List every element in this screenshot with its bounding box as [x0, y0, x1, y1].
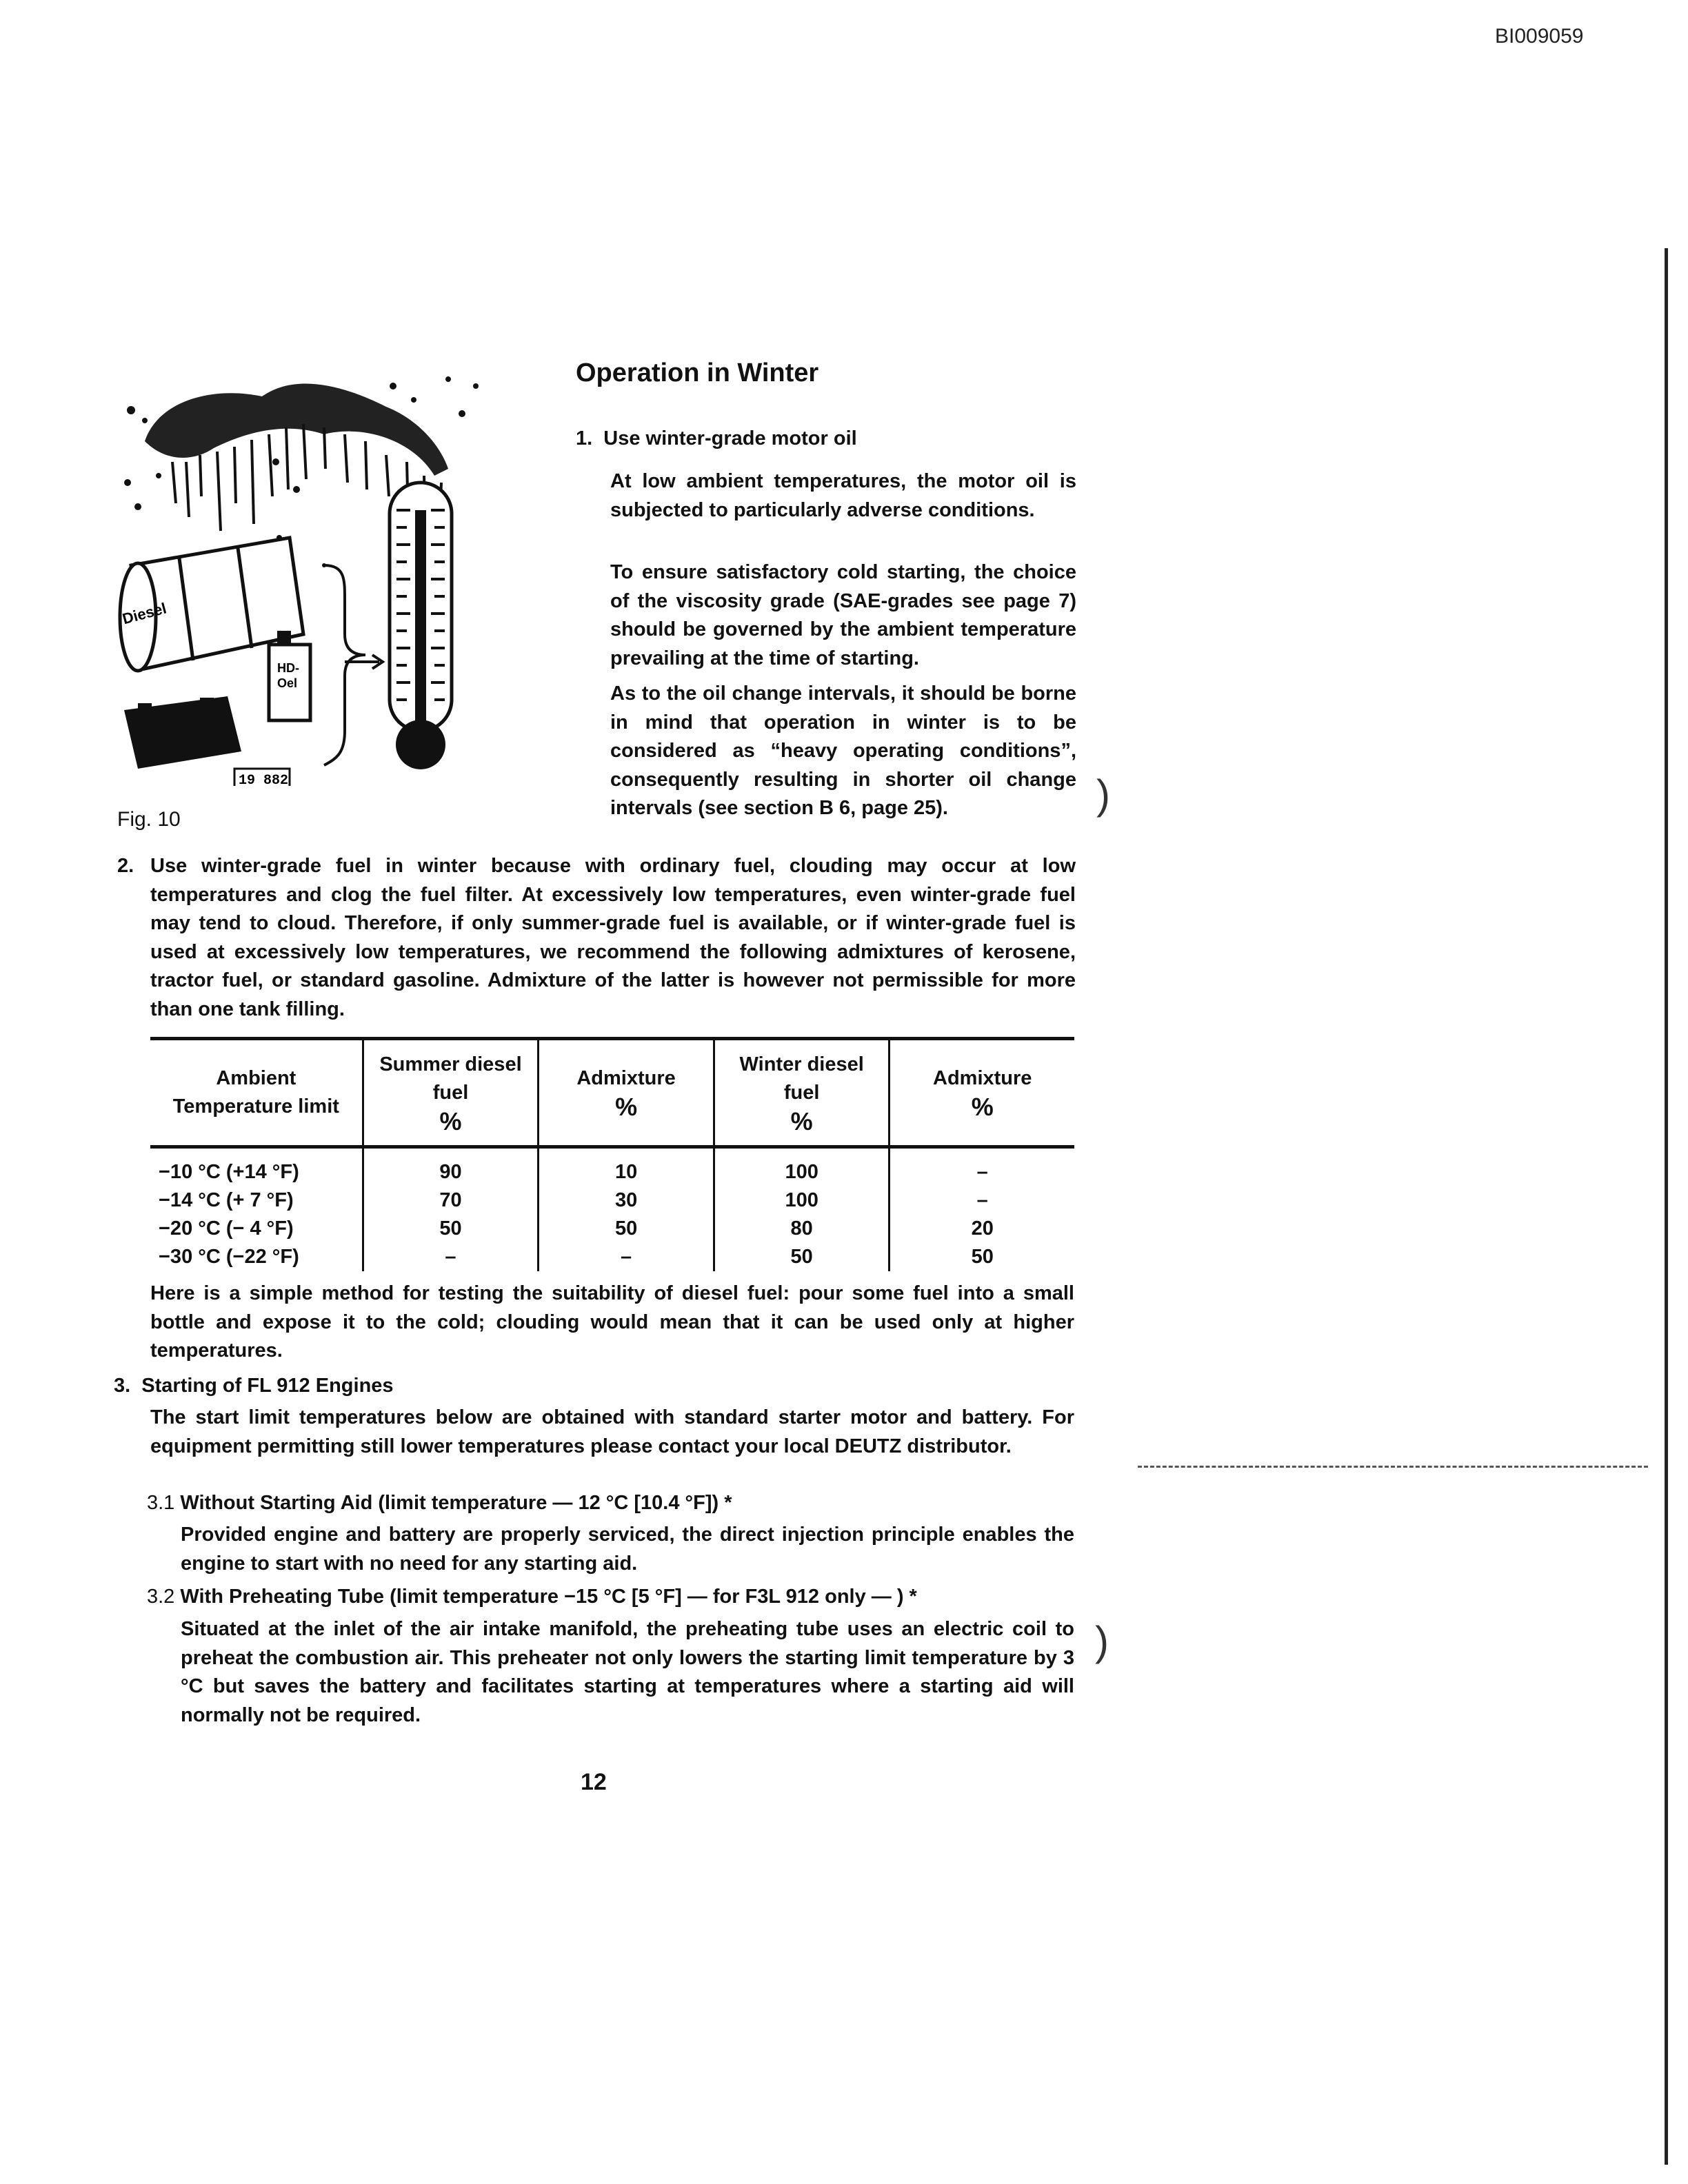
scan-artifact-paren: ): [1095, 1618, 1109, 1664]
table-cell: 20: [890, 1215, 1074, 1243]
table-row: [150, 1215, 1074, 1243]
sub32-heading: 3.2 With Preheating Tube (limit temperature −15 °C [5 °F] — for F3L 912 only — ) *: [147, 1586, 917, 1608]
section-title: Operation in Winter: [576, 358, 819, 387]
sub32-paragraph: Situated at the inlet of the air intake manifold, the preheating tube uses an electric coil to preheat the combustion air. This preheater not only lowers the starting limit temperature by 3 °C but saves the battery and facilitates starting at temperatures where a starting aid will normally not be required.: [181, 1618, 1074, 1726]
p2-emphasis: at the time of starting.: [710, 647, 919, 669]
item2-lead: Use winter-grade fuel in winter: [150, 855, 477, 877]
snow-cloud: [145, 383, 448, 476]
table-cell: 50: [539, 1215, 714, 1243]
table-cell: 100: [714, 1147, 890, 1187]
header-winter-diesel: Winter diesel fuel %: [714, 1039, 890, 1147]
table-cell: −10 °C (+14 °F): [159, 1161, 299, 1183]
table-cell: 50: [890, 1243, 1074, 1271]
arrow-icon: [345, 655, 383, 669]
page-number: 12: [581, 1769, 607, 1795]
item2-paragraph: [117, 852, 1076, 1024]
header-admixture-1: Admixture %: [539, 1039, 714, 1147]
header-admixture-2: Admixture %: [890, 1039, 1074, 1147]
table-cell: −20 °C (− 4 °F): [159, 1217, 294, 1240]
table-cell: –: [890, 1186, 1074, 1215]
barrel-label: Diesel: [120, 599, 168, 628]
table-cell: 80: [714, 1215, 890, 1243]
item2-text-block: [150, 852, 1076, 1024]
fuel-admixture-table: [150, 1037, 1074, 1271]
table-header-row: [150, 1039, 1074, 1147]
scan-artifact-line: [1138, 1466, 1648, 1468]
fuel-test-paragraph: Here is a simple method for testing the suitability of diesel fuel: pour some fuel into a small bottle and expose it to the cold; clouding would mean that it can be used only at higher temperatures.: [150, 1282, 1074, 1362]
table-row: [150, 1186, 1074, 1215]
item3-heading: 3. Starting of FL 912 Engines: [114, 1375, 394, 1397]
item1-paragraph-3: [610, 680, 1076, 823]
table-cell: –: [890, 1147, 1074, 1187]
table-cell: –: [363, 1243, 539, 1271]
document-id: BI009059: [1495, 25, 1584, 48]
table-cell: 70: [363, 1186, 539, 1215]
bracket: [324, 565, 365, 765]
item1-paragraph-1: At low ambient temperatures, the motor oil is subjected to particularly adverse conditions.: [610, 470, 1076, 521]
table-cell: 90: [363, 1147, 539, 1187]
p3-emphasis: As to the oil change intervals: [610, 682, 891, 705]
page-edge-rule: [1665, 248, 1668, 2165]
figure-caption: Fig. 10: [117, 808, 181, 831]
item2-text: because with ordinary fuel, clouding may occur at low temperatures and clog the fuel filter. At excessively low temperatures, even winter-grade fuel may tend to cloud. Therefore, if only summer-grade fuel is available, or if winter-grade fuel is used at excessively low temperatures, we recommend the following admixtures of kerosene, tractor fuel, or standard gasoline. Admixture of the latter is however not permissible for more than one tank filling.: [150, 855, 1076, 1020]
item1-paragraph-2: [610, 558, 1076, 673]
table-cell: −14 °C (+ 7 °F): [159, 1189, 294, 1211]
header-temp-limit: Ambient Temperature limit: [172, 1067, 339, 1118]
table-cell: 100: [714, 1186, 890, 1215]
p3-text: , it should be borne in mind that operation in winter is to be considered as “heavy operating conditions”, consequently resulting in shorter oil change intervals (see section B 6, page 25).: [610, 682, 1076, 819]
table-row: [150, 1243, 1074, 1271]
p2-text: To ensure satisfactory cold starting, the choice of the viscosity grade (SAE-grades see page 7) should be governed by the ambient temperature prevailing: [610, 561, 1076, 669]
table-cell: −30 °C (−22 °F): [159, 1246, 299, 1268]
sub31-heading: 3.1 Without Starting Aid (limit temperature — 12 °C [10.4 °F]) *: [147, 1492, 732, 1514]
table-cell: –: [539, 1243, 714, 1271]
figure-code: 19 882: [239, 773, 289, 786]
item1-heading: 1. Use winter-grade motor oil: [576, 427, 857, 449]
battery-icon: [124, 696, 241, 769]
table-cell: 50: [714, 1243, 890, 1271]
item2-number: 2.: [117, 855, 134, 877]
can-label: HD-Oel: [277, 661, 299, 690]
scan-artifact-paren: ): [1096, 771, 1110, 818]
thermometer-icon: [390, 483, 452, 769]
table-cell: 10: [539, 1147, 714, 1187]
winter-illustration: [117, 358, 531, 786]
table-cell: 50: [363, 1215, 539, 1243]
table-cell: 30: [539, 1186, 714, 1215]
table-row: [150, 1147, 1074, 1187]
item3-paragraph: The start limit temperatures below are obtained with standard starter motor and battery. For equipment permitting still lower temperatures please contact your local DEUTZ distributor.: [150, 1406, 1074, 1457]
header-summer-diesel: Summer diesel fuel %: [363, 1039, 539, 1147]
oil-can-icon: [269, 631, 310, 720]
sub31-paragraph: Provided engine and battery are properly serviced, the direct injection principle enables the engine to start with no need for any starting aid.: [181, 1524, 1074, 1575]
